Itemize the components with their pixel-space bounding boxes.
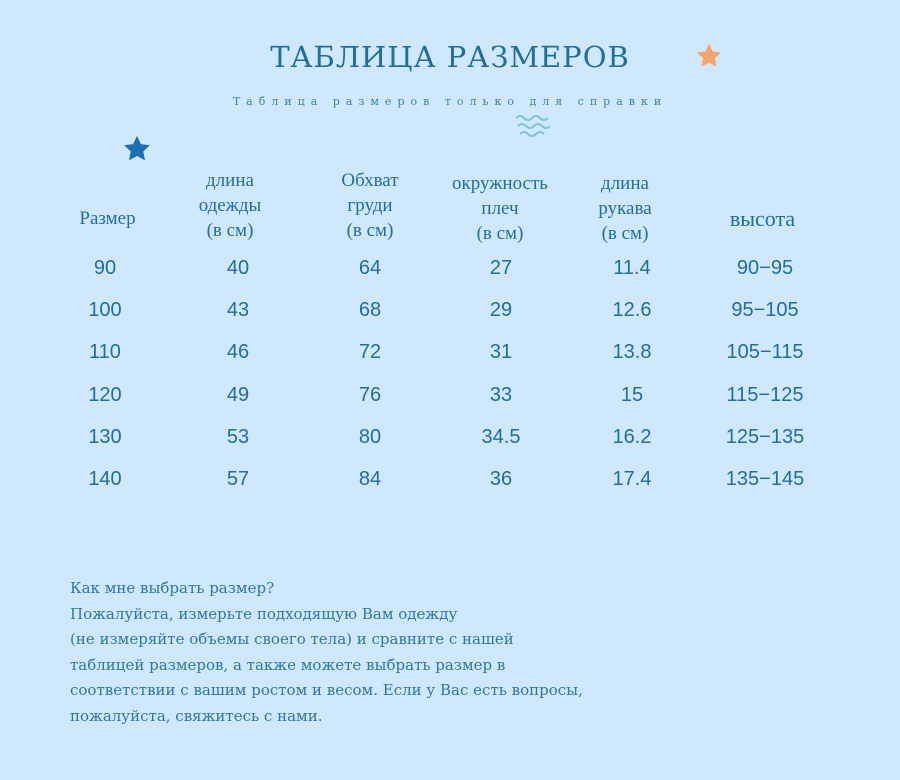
table-cell: 95−105 [731,299,799,321]
table-cell: 33 [489,384,513,406]
header-chest: Обхват груди (в см) [341,170,399,241]
table-cell: 90−95 [736,257,794,279]
table-cell: 110 [89,341,121,363]
table-cell: 11.4 [613,257,651,279]
table-cell: 120 [88,384,122,406]
table-cell: 17.4 [612,468,652,490]
table-cell: 13.8 [612,341,652,363]
table-cell: 12.6 [612,299,652,321]
note-line: (не измеряйте объемы своего тела) и сравните с нашей [70,630,514,649]
table-cell: 43 [226,299,250,321]
table-cell: 16.2 [612,426,652,448]
header-height: высота [729,206,796,231]
table-cell: 125−135 [725,426,805,448]
blue-star-icon [122,134,152,164]
table-cell: 15 [620,384,644,406]
table-cell: 80 [358,426,382,448]
header-size: Размер [79,208,136,229]
header-shoulder: окружность плеч (в см) [452,173,548,244]
table-cell: 31 [489,341,513,363]
header-sleeve: длина рукава (в см) [598,173,652,244]
table-cell: 40 [226,257,250,279]
table-cell: 135−145 [725,468,805,490]
table-cell: 27 [489,257,513,279]
header-garment-length: длина одежды (в см) [198,170,262,241]
note-line: Как мне выбрать размер? [70,579,275,597]
sizing-note [70,576,583,730]
table-cell: 46 [226,341,250,363]
note-line: пожалуйста, свяжитесь с нами. [70,706,323,725]
table-cell: 64 [358,257,382,279]
table-cell: 68 [358,299,382,321]
subtitle: Таблица размеров только для справки [232,95,668,108]
table-cell: 53 [226,426,250,448]
table-cell: 140 [88,468,122,490]
table-cell: 29 [489,299,513,321]
table-cell: 130 [88,426,122,448]
table-cell: 105−115 [726,341,804,363]
table-cell: 49 [226,384,250,406]
table-cell: 36 [489,468,513,490]
table-cell: 34.5 [481,426,521,448]
orange-star-icon [695,42,723,70]
table-cell: 76 [358,384,382,406]
page-title: ТАБЛИЦА РАЗМЕРОВ [270,40,630,74]
table-cell: 115−125 [726,384,804,406]
table-cell: 100 [88,299,122,321]
table-cell: 57 [226,468,250,490]
waves-icon [514,112,554,142]
note-line: Пожалуйста, измерьте подходящую Вам одежду [70,604,458,623]
table-cell: 90 [93,257,117,279]
table-cell: 84 [358,468,382,490]
note-line: таблицей размеров, а также можете выбрать размер в [70,655,506,674]
note-line: соответствии с вашим ростом и весом. Если у Вас есть вопросы, [70,681,583,700]
table-cell: 72 [358,341,382,363]
